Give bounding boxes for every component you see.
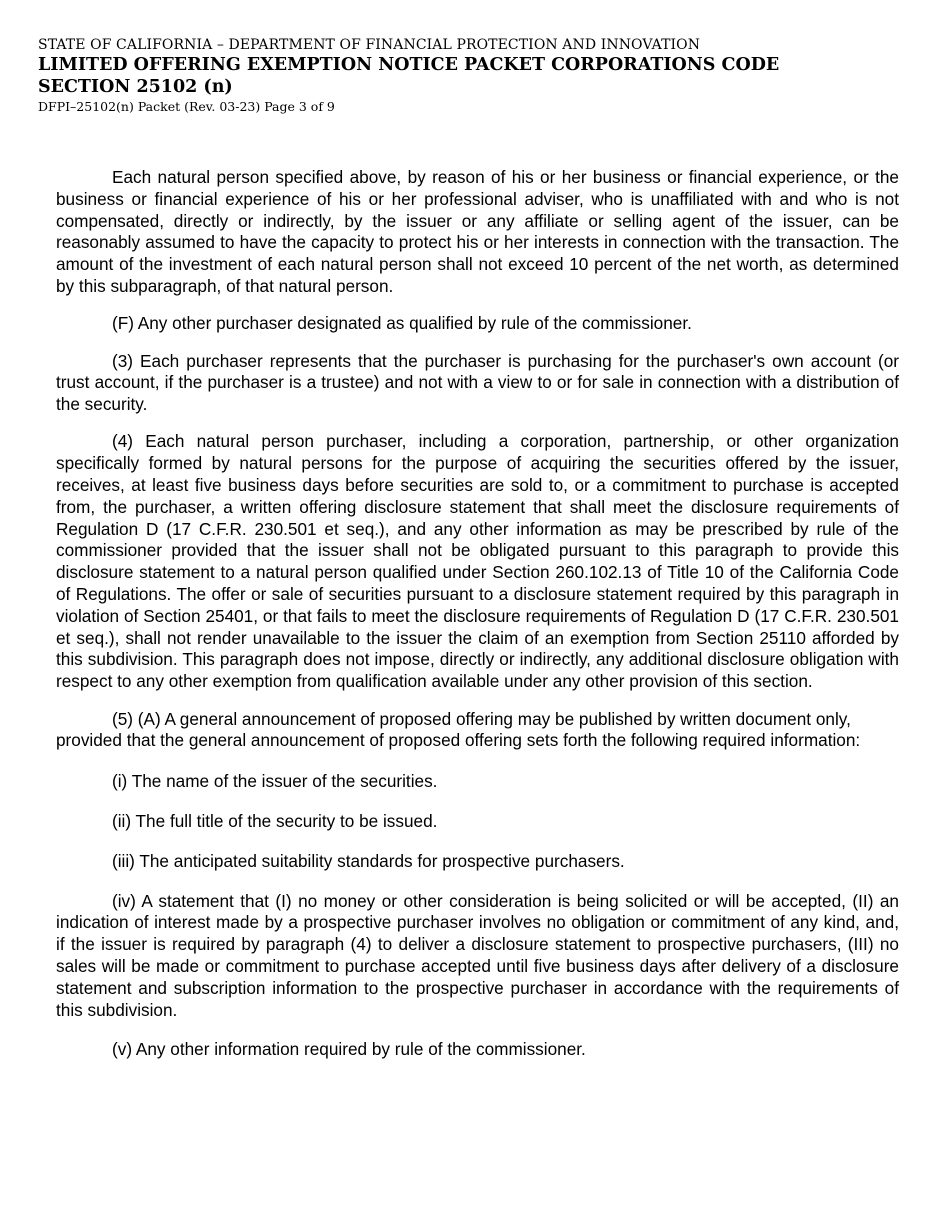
list-item-iii: (iii) The anticipated suitability standards for prospective purchasers. [112,850,625,871]
document-title-line-2: SECTION 25102 (n) [38,77,233,97]
list-item-i: (i) The name of the issuer of the securities. [112,771,438,792]
list-item-ii: (ii) The full title of the security to be issued. [112,810,438,831]
document-title-line-1: LIMITED OFFERING EXEMPTION NOTICE PACKET CORPORATIONS CODE [38,55,780,75]
document-header [38,36,908,115]
form-identifier: DFPI–25102(n) Packet (Rev. 03-23) Page 3 of 9 [38,99,335,114]
list-item-iv: (iv) A statement that (I) no money or other consideration is being solicited or will be accepted, (II) an indication of interest made by a prospective purchaser involves no obligation or commitment of any kind, and, if the issuer is required by paragraph (4) to deliver a disclosure statement to prospective purchasers, (III) no sales will be made or commitment to purchase accepted until five business days after delivery of a disclosure statement and subscription information to the prospective purchaser in accordance with the requirements of this subdivision. [56,890,899,1020]
document-title [38,54,908,98]
paragraph-natural-person-experience: Each natural person specified above, by reason of his or her business or financial experience, or the business or financial experience of his or her professional adviser, who is unaffiliated with and who is not compensated, directly or indirectly, by the issuer or any affiliate or selling agent of the issuer, can be reasonably assumed to have the capacity to protect his or her interests in connection with the transaction. The amount of the investment of each natural person shall not exceed 10 percent of the net worth, as determined by this subparagraph, of that natural person. [56,167,899,296]
agency-name: STATE OF CALIFORNIA – DEPARTMENT OF FINANCIAL PROTECTION AND INNOVATION [38,37,701,53]
paragraph-5a-general-announcement: (5) (A) A general announcement of proposed offering may be published by written document only, provided that the general announcement of proposed offering sets forth the following required information: [56,708,861,751]
paragraph-f-other-purchaser: (F) Any other purchaser designated as qualified by rule of the commissioner. [112,313,692,334]
paragraph-4-disclosure-statement: (4) Each natural person purchaser, including a corporation, partnership, or other organization specifically formed by natural persons for the purpose of acquiring the securities offered by the issuer, receives, at least five business days before securities are sold to, or a commitment to purchase is accepted from, the purchaser, a written offering disclosure statement that shall meet the disclosure requirements of Regulation D (17 C.F.R. 230.501 et seq.), and any other information as may be prescribed by rule of the commissioner provided that the issuer shall not be obligated pursuant to this paragraph to provide this disclosure statement to a natural person qualified under Section 260.102.13 of Title 10 of the California Code of Regulations. The offer or sale of securities pursuant to a disclosure statement required by this paragraph in violation of Section 25401, or that fails to meet the disclosure requirements of Regulation D (17 C.F.R. 230.501 et seq.), shall not render unavailable to the issuer the claim of an exemption from Section 25110 afforded by this subdivision. This paragraph does not impose, directly or indirectly, any additional disclosure obligation with respect to any other exemption from qualification available under any other provision of this section. [56,431,899,692]
paragraph-3-purchaser-represents: (3) Each purchaser represents that the purchaser is purchasing for the purchaser's own account (or trust account, if the purchaser is a trustee) and not with a view to or for sale in connection with a distribution of the security. [56,350,899,415]
document-body [56,167,899,1079]
list-item-v: (v) Any other information required by rule of the commissioner. [112,1039,586,1060]
